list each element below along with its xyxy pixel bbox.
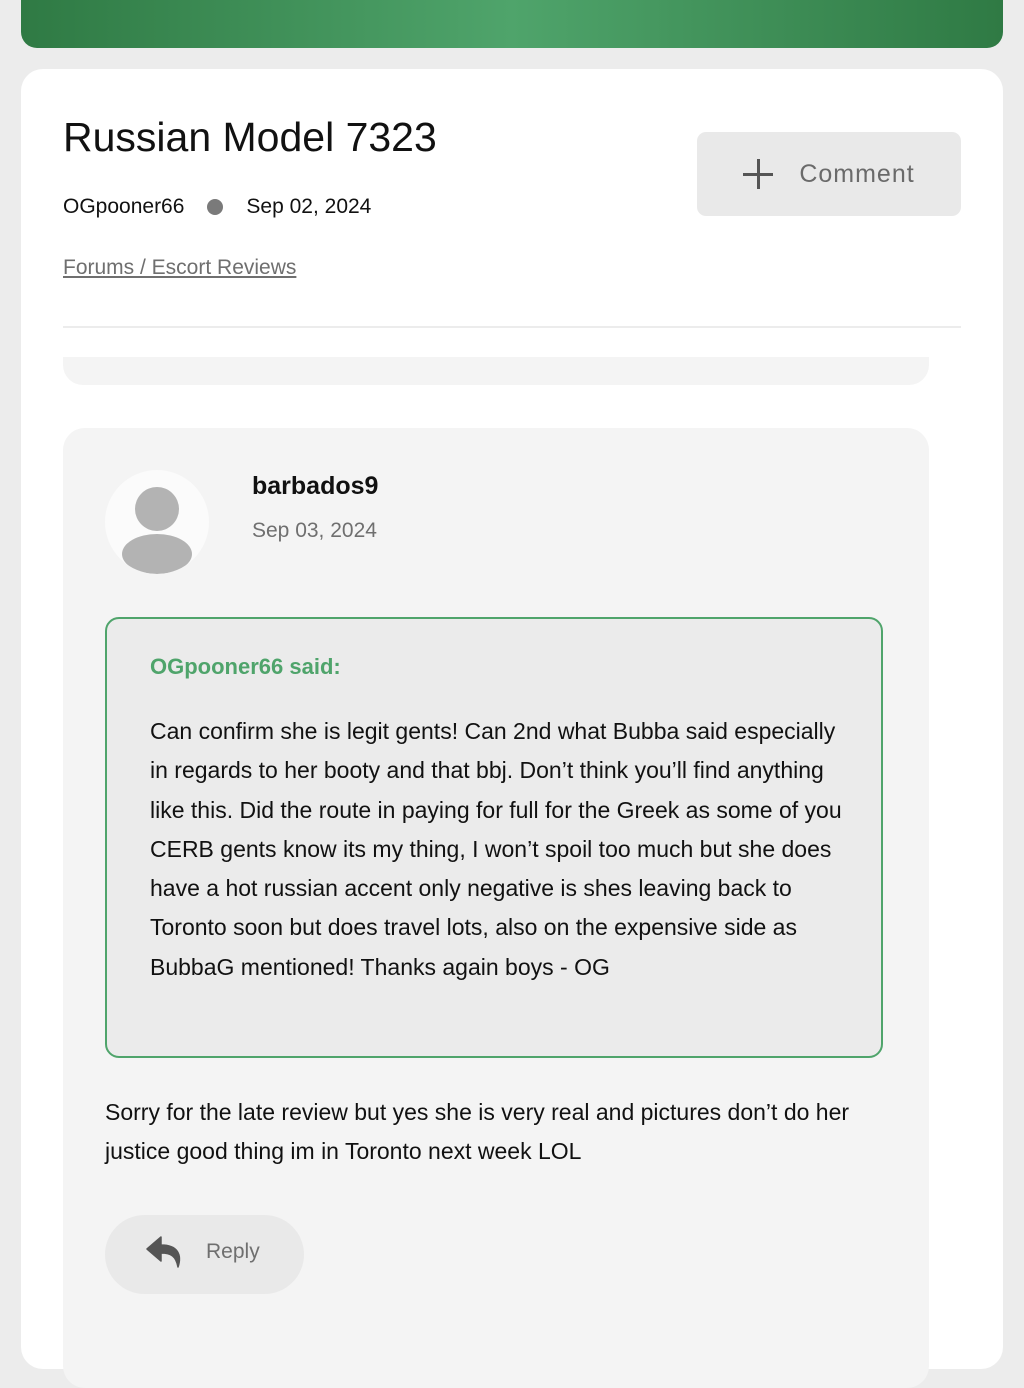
thread-author[interactable]: OGpooner66 [63, 195, 185, 218]
top-banner [21, 0, 1003, 48]
comment-button-label: Comment [799, 159, 915, 188]
quote-body: Can confirm she is legit gents! Can 2nd what Bubba said especially in regards to her booty and that bbj. Don’t think you’ll find anything like this. Did the route in paying for full for the Greek as some of you CERB gents know its my thing, I won’t spoil too much but she does have a hot russian accent only negative is shes leaving back to Toronto soon but does travel lots, also on the expensive side as BubbaG mentioned! Thanks again boys - OG [150, 718, 842, 980]
dot-separator-icon [207, 199, 223, 215]
thread-meta [63, 195, 371, 219]
previous-post-bottom [63, 357, 929, 385]
reply-button-label: Reply [206, 1240, 260, 1263]
quote-header[interactable]: OGpooner66 said: [150, 654, 341, 679]
header-divider [63, 326, 961, 328]
thread-card [21, 69, 1003, 1369]
post-body: Sorry for the late review but yes she is very real and pictures don’t do her justice good thing im in Toronto next week LOL [105, 1099, 850, 1165]
reply-arrow-icon [145, 1234, 185, 1272]
quote-block [105, 617, 883, 1058]
avatar-head-icon [135, 487, 179, 531]
thread-title: Russian Model 7323 [63, 114, 437, 160]
avatar[interactable] [105, 470, 209, 574]
reply-button[interactable] [105, 1215, 304, 1294]
post-card [63, 428, 929, 1388]
avatar-body-icon [122, 534, 192, 574]
breadcrumb[interactable]: Forums / Escort Reviews [63, 256, 297, 279]
post-author[interactable]: barbados9 [252, 472, 379, 500]
comment-button[interactable] [697, 132, 961, 216]
thread-date: Sep 02, 2024 [246, 195, 372, 218]
post-date: Sep 03, 2024 [252, 519, 377, 542]
plus-icon [743, 159, 773, 189]
